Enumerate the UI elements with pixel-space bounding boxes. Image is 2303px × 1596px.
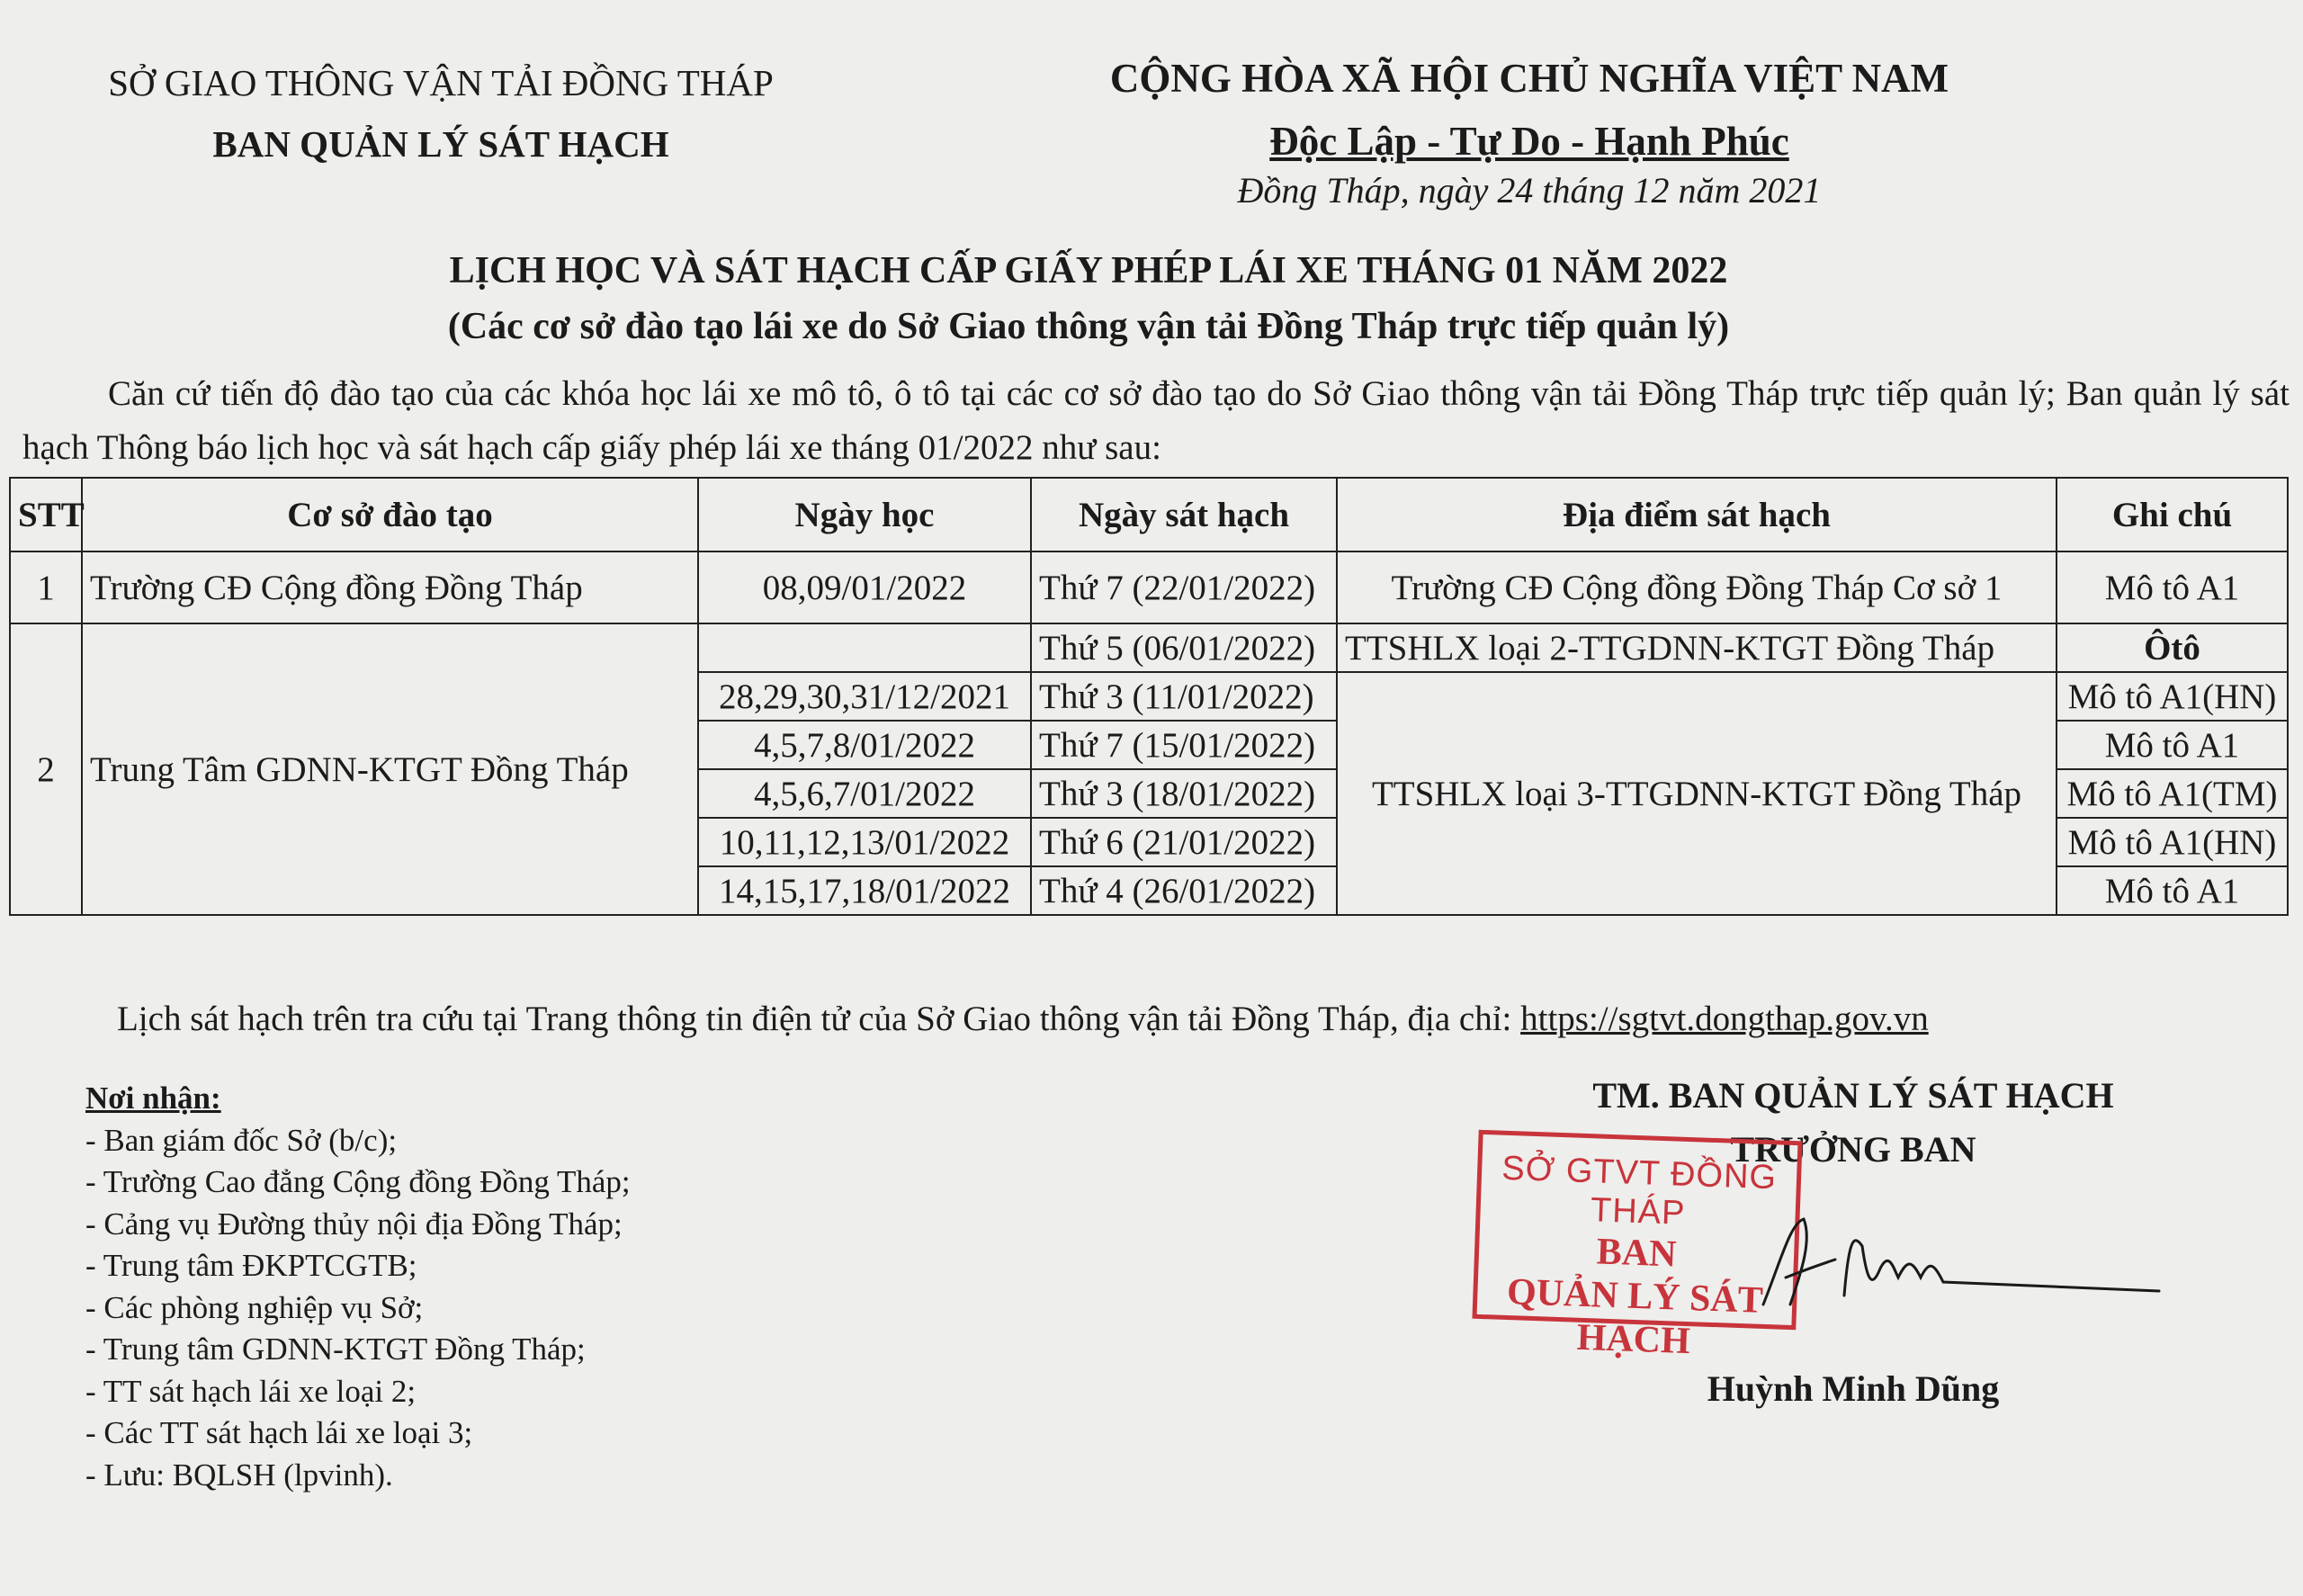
row-facility: Trung Tâm GDNN-KTGT Đồng Tháp — [82, 623, 698, 915]
row-location: TTSHLX loại 3-TTGDNN-KTGT Đồng Tháp — [1337, 672, 2057, 915]
header-location: Địa điểm sát hạch — [1337, 478, 2057, 551]
list-item: - Trường Cao đẳng Cộng đồng Đồng Tháp; — [85, 1164, 631, 1199]
document-title — [180, 243, 1997, 354]
row-study-date: 14,15,17,18/01/2022 — [698, 866, 1031, 915]
list-item: - Lưu: BQLSH (lpvinh). — [85, 1457, 393, 1493]
header-note: Ghi chú — [2057, 478, 2288, 551]
row-study-date: 10,11,12,13/01/2022 — [698, 818, 1031, 866]
signer-name: Huỳnh Minh Dũng — [1707, 1368, 2000, 1409]
row-exam-date: Thứ 5 (06/01/2022) — [1031, 623, 1337, 672]
header-exam-date: Ngày sát hạch — [1031, 478, 1337, 551]
stamp-line-3: QUẢN LÝ SÁT HẠCH — [1506, 1271, 1764, 1363]
issuer-header — [99, 52, 783, 175]
list-item: - Trung tâm GDNN-KTGT Đồng Tháp; — [85, 1331, 586, 1367]
row-study-date: 08,09/01/2022 — [698, 551, 1031, 623]
recipients-heading: Nơi nhận: — [85, 1080, 221, 1116]
intro-paragraph: Căn cứ tiến độ đào tạo của các khóa học lái xe mô tô, ô tô tại các cơ sở đào tạo do Sở Giao thông vận tải Đồng Tháp trực tiếp quản lý; Ban quản lý sát hạch Thông báo lịch học và sát hạch cấp giấy phép lái xe tháng 01/2022 như sau: — [22, 374, 2290, 467]
national-motto: Độc Lập - Tự Do - Hạnh Phúc — [1269, 119, 1789, 164]
website-link[interactable]: https://sgtvt.dongthap.gov.vn — [1520, 1000, 1929, 1038]
row-exam-date: Thứ 3 (18/01/2022) — [1031, 769, 1337, 818]
row-note: Mô tô A1(HN) — [2057, 672, 2288, 721]
table-row — [10, 623, 2288, 672]
list-item: - Cảng vụ Đường thủy nội địa Đồng Tháp; — [85, 1206, 623, 1242]
list-item: - Trung tâm ĐKPTCGTB; — [85, 1248, 417, 1283]
signature-role: TRƯỞNG BAN — [1730, 1129, 1976, 1170]
issuer-board: BAN QUẢN LÝ SÁT HẠCH — [212, 123, 669, 165]
row-exam-date: Thứ 7 (15/01/2022) — [1031, 721, 1337, 769]
row-study-date: 4,5,6,7/01/2022 — [698, 769, 1031, 818]
row-study-date: 28,29,30,31/12/2021 — [698, 672, 1031, 721]
header-facility: Cơ sở đào tạo — [82, 478, 698, 551]
row-exam-date: Thứ 4 (26/01/2022) — [1031, 866, 1337, 915]
title-sub: (Các cơ sở đào tạo lái xe do Sở Giao thông vận tải Đồng Tháp trực tiếp quản lý) — [447, 306, 1730, 347]
header-stt: STT — [10, 478, 82, 551]
handwritten-signature — [1736, 1206, 2168, 1331]
row-stt: 2 — [10, 623, 82, 915]
table-header-row — [10, 478, 2288, 551]
row-facility: Trường CĐ Cộng đồng Đồng Tháp — [82, 551, 698, 623]
row-note: Mô tô A1(TM) — [2057, 769, 2288, 818]
recipients-list — [85, 1078, 1075, 1496]
footnote — [117, 999, 2276, 1039]
signature-title: TM. BAN QUẢN LÝ SÁT HẠCH — [1592, 1075, 2114, 1116]
title-main: LỊCH HỌC VÀ SÁT HẠCH CẤP GIẤY PHÉP LÁI XE THÁNG 01 NĂM 2022 — [449, 250, 1728, 291]
row-note: Mô tô A1 — [2057, 721, 2288, 769]
list-item: - Ban giám đốc Sở (b/c); — [85, 1122, 398, 1158]
list-item: - TT sát hạch lái xe loại 2; — [85, 1373, 417, 1409]
stamp-line-1: SỞ GTVT ĐỒNG THÁP — [1501, 1149, 1778, 1233]
row-location: TTSHLX loại 2-TTGDNN-KTGT Đồng Tháp — [1337, 623, 2057, 672]
row-exam-date: Thứ 7 (22/01/2022) — [1031, 551, 1337, 623]
row-location: Trường CĐ Cộng đồng Đồng Tháp Cơ sở 1 — [1337, 551, 2057, 623]
row-note: Ôtô — [2057, 623, 2288, 672]
nation-name: CỘNG HÒA XÃ HỘI CHỦ NGHĨA VIỆT NAM — [1109, 56, 1949, 101]
row-note: Mô tô A1(HN) — [2057, 818, 2288, 866]
stamp-line-2: BAN — [1595, 1231, 1678, 1276]
document-date: Đồng Tháp, ngày 24 tháng 12 năm 2021 — [1237, 170, 1822, 211]
row-note: Mô tô A1 — [2057, 866, 2288, 915]
row-study-date — [698, 623, 1031, 672]
row-study-date: 4,5,7,8/01/2022 — [698, 721, 1031, 769]
row-exam-date: Thứ 3 (11/01/2022) — [1031, 672, 1337, 721]
list-item: - Các TT sát hạch lái xe loại 3; — [85, 1415, 473, 1450]
footnote-text: Lịch sát hạch trên tra cứu tại Trang thông tin điện tử của Sở Giao thông vận tải Đồng Tháp, địa chỉ: — [117, 1000, 1521, 1038]
list-item: - Các phòng nghiệp vụ Sở; — [85, 1289, 424, 1325]
header-study-date: Ngày học — [698, 478, 1031, 551]
schedule-table — [9, 477, 2289, 916]
row-exam-date: Thứ 6 (21/01/2022) — [1031, 818, 1337, 866]
row-stt: 1 — [10, 551, 82, 623]
row-note: Mô tô A1 — [2057, 551, 2288, 623]
table-row — [10, 551, 2288, 623]
issuer-department: SỞ GIAO THÔNG VẬN TẢI ĐỒNG THÁP — [108, 62, 774, 103]
national-header — [1080, 47, 1979, 173]
